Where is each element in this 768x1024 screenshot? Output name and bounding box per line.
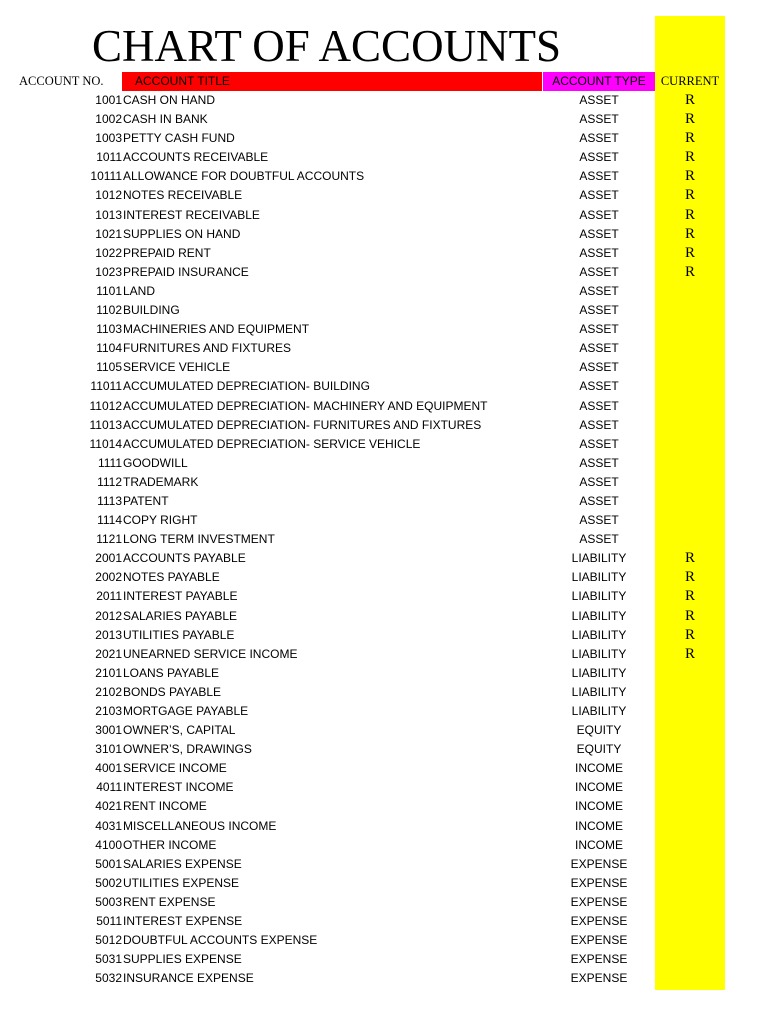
account-number: 1021 (95, 226, 122, 241)
table-row (0, 530, 768, 549)
table-row (0, 549, 768, 568)
table-row (0, 454, 768, 473)
table-row (0, 358, 768, 377)
current-marker: R (684, 168, 695, 185)
table-row (0, 931, 768, 950)
account-title: NOTES PAYABLE (123, 570, 220, 585)
account-title: PREPAID INSURANCE (123, 264, 249, 279)
current-marker: R (684, 187, 695, 204)
account-type: LIABILITY (571, 646, 627, 661)
account-number: 10111 (90, 169, 122, 184)
account-type: LIABILITY (571, 589, 627, 604)
current-marker: R (684, 626, 695, 643)
header-account-title: ACCOUNT TITLE (122, 72, 542, 91)
account-number: 1121 (96, 532, 122, 547)
table-row (0, 874, 768, 893)
account-type: EXPENSE (570, 971, 628, 986)
account-type: LIABILITY (571, 570, 627, 585)
account-number: 5001 (95, 856, 122, 871)
account-type: ASSET (579, 360, 619, 375)
account-type: ASSET (579, 131, 619, 146)
account-number: 1113 (97, 493, 122, 508)
table-row (0, 778, 768, 797)
account-title: UTILITIES EXPENSE (123, 875, 240, 890)
account-number: 5032 (95, 971, 122, 986)
table-row (0, 110, 768, 129)
account-title: SUPPLIES EXPENSE (123, 952, 242, 967)
account-number: 4001 (95, 761, 122, 776)
table-row (0, 568, 768, 587)
account-title: INTEREST PAYABLE (123, 589, 238, 604)
account-title: UNEARNED SERVICE INCOME (123, 646, 298, 661)
current-marker: R (684, 569, 695, 586)
account-number: 2013 (95, 627, 122, 642)
table-row (0, 893, 768, 912)
account-title: ALLOWANCE FOR DOUBTFUL ACCOUNTS (123, 169, 365, 184)
account-type: ASSET (579, 322, 619, 337)
account-title: PREPAID RENT (123, 245, 211, 260)
account-type: EXPENSE (570, 952, 628, 967)
account-title: RENT INCOME (123, 799, 207, 814)
account-type: LIABILITY (571, 684, 627, 699)
account-type: ASSET (579, 283, 619, 298)
account-type: ASSET (579, 303, 619, 318)
account-title: SERVICE VEHICLE (123, 360, 231, 375)
account-title: ACCUMULATED DEPRECIATION- BUILDING (123, 379, 370, 394)
account-title: ACCOUNTS PAYABLE (123, 551, 246, 566)
account-number: 1104 (96, 341, 122, 356)
table-row (0, 836, 768, 855)
table-row (0, 129, 768, 148)
account-type: INCOME (575, 818, 623, 833)
account-title: LOANS PAYABLE (123, 665, 220, 680)
account-type: EXPENSE (570, 875, 628, 890)
account-title: CASH ON HAND (123, 93, 216, 107)
account-title: BUILDING (123, 303, 180, 318)
table-row (0, 167, 768, 186)
account-type: ASSET (579, 532, 619, 547)
header-current: CURRENT (660, 74, 720, 88)
table-row (0, 492, 768, 511)
account-type: ASSET (579, 436, 619, 451)
table-row (0, 244, 768, 263)
account-title: INTEREST RECEIVABLE (123, 207, 260, 222)
table-row (0, 626, 768, 645)
account-type: ASSET (579, 493, 619, 508)
table-row (0, 759, 768, 778)
table-row (0, 797, 768, 816)
current-marker: R (684, 149, 695, 166)
account-number: 1002 (95, 112, 122, 127)
account-number: 1105 (96, 360, 122, 375)
account-title: ACCUMULATED DEPRECIATION- SERVICE VEHICLE (123, 436, 421, 451)
account-title: BONDS PAYABLE (123, 684, 222, 699)
account-type: ASSET (579, 341, 619, 356)
current-marker: R (684, 607, 695, 624)
table-row (0, 683, 768, 702)
account-number: 1103 (96, 322, 122, 337)
account-number: 11012 (89, 398, 122, 413)
account-number: 1101 (96, 283, 122, 298)
current-marker: R (684, 244, 695, 261)
account-title: DOUBTFUL ACCOUNTS EXPENSE (123, 933, 318, 948)
account-number: 2021 (95, 646, 122, 661)
account-title: OWNER’S, CAPITAL (123, 723, 236, 738)
account-number: 1114 (97, 513, 122, 528)
table-row (0, 855, 768, 874)
account-number: 1001 (95, 93, 122, 107)
account-title: LAND (123, 283, 156, 298)
account-title: SALARIES EXPENSE (123, 856, 242, 871)
current-marker: R (684, 206, 695, 223)
accounts-table (0, 91, 768, 988)
account-title: INTEREST EXPENSE (123, 914, 243, 929)
account-type: ASSET (579, 417, 619, 432)
table-row (0, 664, 768, 683)
account-title: PETTY CASH FUND (123, 131, 235, 146)
current-marker: R (684, 588, 695, 605)
table-row (0, 645, 768, 664)
account-type: EQUITY (576, 723, 622, 738)
account-type: INCOME (575, 780, 623, 795)
account-type: LIABILITY (571, 704, 627, 718)
account-number: 4100 (95, 837, 122, 852)
account-type: ASSET (579, 245, 619, 260)
table-row (0, 148, 768, 167)
table-row (0, 950, 768, 969)
table-row (0, 587, 768, 606)
account-number: 1022 (95, 245, 122, 260)
account-title: SERVICE INCOME (123, 761, 227, 776)
table-row (0, 206, 768, 225)
account-type: EQUITY (576, 742, 622, 757)
account-title: PATENT (123, 493, 169, 508)
table-row (0, 91, 768, 110)
account-type: EXPENSE (570, 933, 628, 948)
account-type: INCOME (575, 799, 623, 814)
account-type: LIABILITY (571, 551, 627, 566)
account-title: LONG TERM INVESTMENT (123, 532, 275, 547)
account-number: 5002 (95, 875, 122, 890)
account-type: ASSET (579, 150, 619, 165)
account-title: ACCOUNTS RECEIVABLE (123, 150, 269, 165)
table-row (0, 186, 768, 205)
table-row (0, 740, 768, 759)
account-type: ASSET (579, 379, 619, 394)
current-marker: R (684, 92, 695, 108)
account-type: EXPENSE (570, 914, 628, 929)
table-row (0, 282, 768, 301)
account-title: MACHINERIES AND EQUIPMENT (123, 322, 310, 337)
table-row (0, 969, 768, 988)
account-title: OWNER’S, DRAWINGS (123, 742, 252, 757)
account-number: 2012 (95, 608, 122, 623)
table-row (0, 435, 768, 454)
account-number: 2102 (95, 684, 122, 699)
account-number: 2001 (95, 551, 122, 566)
table-row (0, 301, 768, 320)
table-row (0, 702, 768, 721)
account-type: ASSET (579, 188, 619, 203)
account-number: 11011 (90, 379, 122, 394)
current-marker: R (684, 130, 695, 147)
account-number: 5012 (95, 933, 122, 948)
account-number: 2101 (95, 665, 122, 680)
account-type: LIABILITY (571, 627, 627, 642)
account-type: EXPENSE (570, 894, 628, 909)
account-title: NOTES RECEIVABLE (123, 188, 243, 203)
account-type: ASSET (579, 513, 619, 528)
account-type: ASSET (579, 455, 619, 470)
table-row (0, 263, 768, 282)
account-type: ASSET (579, 398, 619, 413)
account-type: INCOME (575, 837, 623, 852)
current-marker: R (684, 645, 695, 662)
account-number: 11014 (89, 436, 122, 451)
account-title: UTILITIES PAYABLE (123, 627, 235, 642)
account-type: LIABILITY (571, 608, 627, 623)
table-row (0, 912, 768, 931)
account-number: 2002 (95, 570, 122, 585)
current-marker: R (684, 225, 695, 242)
account-number: 3001 (95, 723, 122, 738)
page-title: CHART OF ACCOUNTS (92, 21, 562, 71)
table-row (0, 377, 768, 396)
account-type: ASSET (579, 207, 619, 222)
account-number: 4031 (95, 818, 122, 833)
account-number: 2011 (96, 589, 122, 604)
account-number: 5031 (95, 952, 122, 967)
account-number: 4021 (95, 799, 122, 814)
account-type: ASSET (579, 474, 619, 489)
account-number: 1023 (95, 264, 122, 279)
account-type: LIABILITY (571, 665, 627, 680)
account-title: MISCELLANEOUS INCOME (123, 818, 277, 833)
account-number: 1102 (96, 303, 122, 318)
account-number: 3101 (95, 742, 122, 757)
table-row (0, 511, 768, 530)
account-title: SALARIES PAYABLE (123, 608, 238, 623)
account-number: 1011 (96, 150, 122, 165)
account-title: ACCUMULATED DEPRECIATION- MACHINERY AND EQUIPMENT (123, 398, 488, 413)
table-row (0, 320, 768, 339)
table-row (0, 339, 768, 358)
current-marker: R (684, 263, 695, 280)
account-title: INSURANCE EXPENSE (123, 971, 254, 986)
account-title: GOODWILL (123, 455, 188, 470)
account-type: ASSET (579, 264, 619, 279)
account-title: OTHER INCOME (123, 837, 217, 852)
table-row (0, 607, 768, 626)
table-row (0, 817, 768, 836)
account-title: TRADEMARK (123, 474, 199, 489)
account-type: ASSET (579, 169, 619, 184)
account-number: 1003 (95, 131, 122, 146)
table-row (0, 473, 768, 492)
account-number: 1112 (97, 474, 122, 489)
account-number: 11013 (89, 417, 122, 432)
account-number: 1111 (97, 455, 122, 470)
account-type: EXPENSE (570, 856, 628, 871)
account-title: MORTGAGE PAYABLE (123, 704, 249, 718)
account-type: INCOME (575, 761, 623, 776)
account-type: ASSET (579, 226, 619, 241)
account-title: COPY RIGHT (123, 513, 198, 528)
current-marker: R (684, 550, 695, 567)
account-type: ASSET (579, 93, 619, 107)
header-account-no: ACCOUNT NO. (19, 74, 104, 88)
account-title: ACCUMULATED DEPRECIATION- FURNITURES AND FIXTURES (123, 417, 482, 432)
table-row (0, 397, 768, 416)
account-title: CASH IN BANK (123, 112, 208, 127)
account-type: ASSET (579, 112, 619, 127)
account-number: 2103 (95, 704, 122, 718)
account-title: FURNITURES AND FIXTURES (123, 341, 292, 356)
table-row (0, 225, 768, 244)
account-number: 5003 (95, 894, 122, 909)
header-account-type: ACCOUNT TYPE (543, 72, 655, 91)
account-number: 1012 (95, 188, 122, 203)
account-number: 5011 (96, 914, 122, 929)
table-row (0, 721, 768, 740)
account-title: RENT EXPENSE (123, 894, 216, 909)
table-row (0, 416, 768, 435)
current-marker: R (684, 111, 695, 128)
account-number: 4011 (96, 780, 122, 795)
account-number: 1013 (95, 207, 122, 222)
account-title: INTEREST INCOME (123, 780, 234, 795)
account-title: SUPPLIES ON HAND (123, 226, 241, 241)
